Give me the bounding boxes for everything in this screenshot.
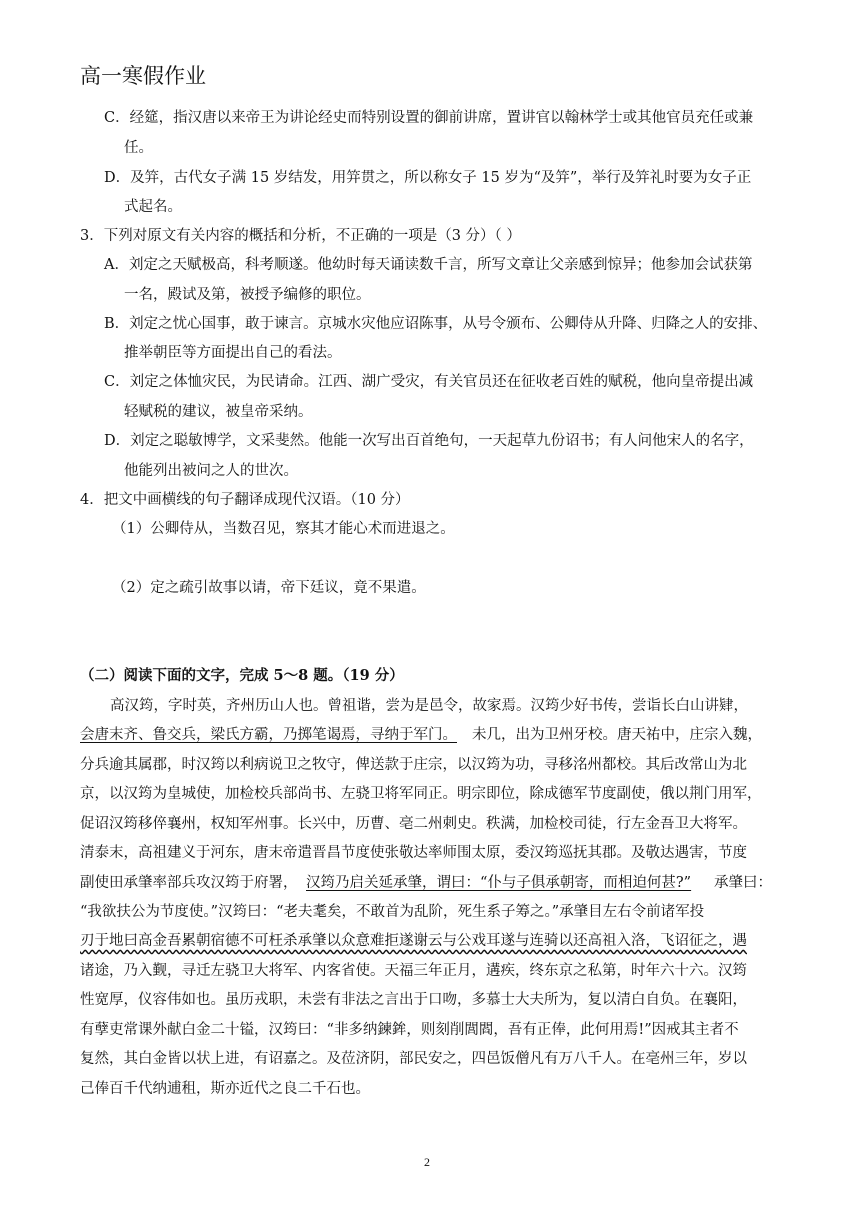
q2-option-c-line1: C．经筵，指汉唐以来帝王为讲论经史而特别设置的御前讲席，置讲官以翰林学士或其他官员充任或兼 (104, 110, 754, 126)
q3-option-a-line2: 一名，殿试及第，被授予编修的职位。 (124, 287, 371, 303)
passage-line: 分兵逾其属郡，时汉筠以利病说卫之牧守，俾送款于庄宗，以汉筠为功，寻移洺州都校。其后改常山为北 (80, 757, 747, 773)
passage-line: 己俸百千代纳逋租，斯亦近代之良二千石也。 (80, 1081, 370, 1097)
passage-line-underlined: 会唐末齐、鲁交兵，梁氏方霸，乃掷笔谒焉，寻纳于军门。 (80, 727, 457, 743)
q3-option-c-line2: 轻赋税的建议，被皇帝采纳。 (124, 404, 313, 420)
passage-line: 清泰末，高祖建义于河东，唐末帝遣晋昌节度使张敬达率师围太原，委汉筠巡抚其郡。及敬达遇害，节度 (80, 845, 747, 861)
q4-stem: 4．把文中画横线的句子翻译成现代汉语。（10 分） (80, 492, 410, 508)
q3-option-b-line1: B．刘定之忧心国事，敢于谏言。京城水灾他应诏陈事，从号令颁布、公卿侍从升降、归降之人的安排、 (104, 316, 768, 332)
section2-heading: （二）阅读下面的文字，完成 5～8 题。（19 分） (80, 667, 404, 684)
passage-line: 有孽吏常课外献白金二十镒，汉筠曰：“非多纳鍊鉾，则刻削閭閻，吾有正俸，此何用焉!”因戒其主者不 (80, 1022, 739, 1038)
passage-line: 高汉筠，字时英，齐州历山人也。曾祖谐，尝为是邑令，故家焉。汉筠少好书传，尝诣长白山讲肄， (110, 698, 748, 714)
q4-sentence-2: （2）定之疏引故事以请，帝下廷议，竟不果遣。 (112, 580, 426, 596)
q2-option-c-line2: 任。 (124, 140, 153, 156)
passage-line: 促诏汉筠移倅襄州，权知军州事。长兴中，历曹、亳二州刺史。秩满，加检校司徒，行左金吾卫大将军。 (80, 816, 747, 832)
q3-option-a-line1: A．刘定之天赋极高，科考顺遂。他幼时每天诵读数千言，所写文章让父亲感到惊异；他参加会试获第 (104, 257, 753, 273)
q3-option-d-line2: 他能列出被问之人的世次。 (124, 463, 298, 479)
passage-line: “我欲扶公为节度使。”汉筠曰：“老夫耄矣，不敢首为乱阶，死生系子筹之。”承肇目左右令前诸军投 (80, 904, 705, 920)
q4-sentence-1: （1）公卿侍从，当数召见，察其才能心术而进退之。 (112, 521, 455, 537)
page-number: 2 (424, 1155, 430, 1169)
passage-line-wavy: 刃于地曰高金吾累朝宿德不可枉杀承肇以众意难拒遂谢云与公戏耳遂与连骑以还高祖入洛，飞诏征之，遇 (80, 933, 747, 949)
q2-option-d-line1: D．及笄，古代女子满 15 岁结发，用笄贯之，所以称女子 15 岁为“及笄”，举行及笄礼时要为女子正 (104, 170, 752, 186)
passage-line: 承肇曰： (714, 875, 772, 891)
passage-line-underlined: 汉筠乃启关延承肇，谓曰：“仆与子俱承朝寄，而相迫何甚?” (306, 875, 692, 891)
passage-line: 副使田承肇率部兵攻汉筠于府署， (80, 875, 298, 891)
passage-line: 诸途，乃入觐，寻迁左骁卫大将军、内客省使。天福三年正月，遘疾，终东京之私第，时年六十六。汉筠 (80, 963, 747, 979)
q3-option-d-line1: D．刘定之聪敏博学，文采斐然。他能一次写出百首绝句，一天起草九份诏书；有人问他宋人的名字， (104, 433, 754, 449)
q2-option-d-line2: 式起名。 (124, 199, 182, 215)
passage-line: 未几，出为卫州牙校。唐天祐中，庄宗入魏， (472, 727, 762, 743)
passage-line: 京，以汉筠为皇城使，加检校兵部尚书、左骁卫将军同正。明宗即位，除成德军节度副使，俄以荆门用军， (80, 786, 762, 802)
passage-line: 性宽厚，仪容伟如也。虽历戎职，未尝有非法之言出于口吻，多慕士大夫所为，复以清白自负。在襄阳， (80, 992, 747, 1008)
page-header-title: 高一寒假作业 (80, 64, 206, 88)
q3-stem: 3．下列对原文有关内容的概括和分析，不正确的一项是（3 分）（ ） (80, 228, 521, 244)
q3-option-c-line1: C．刘定之体恤灾民，为民请命。江西、湖广受灾，有关官员还在征收老百姓的赋税，他向皇帝提出减 (104, 374, 754, 390)
passage-line: 复然，其白金皆以状上进，有诏嘉之。及莅济阴，部民安之，四邑饭僧凡有万八千人。在亳州三年，岁以 (80, 1051, 747, 1067)
q3-option-b-line2: 推举朝臣等方面提出自己的看法。 (124, 345, 342, 361)
